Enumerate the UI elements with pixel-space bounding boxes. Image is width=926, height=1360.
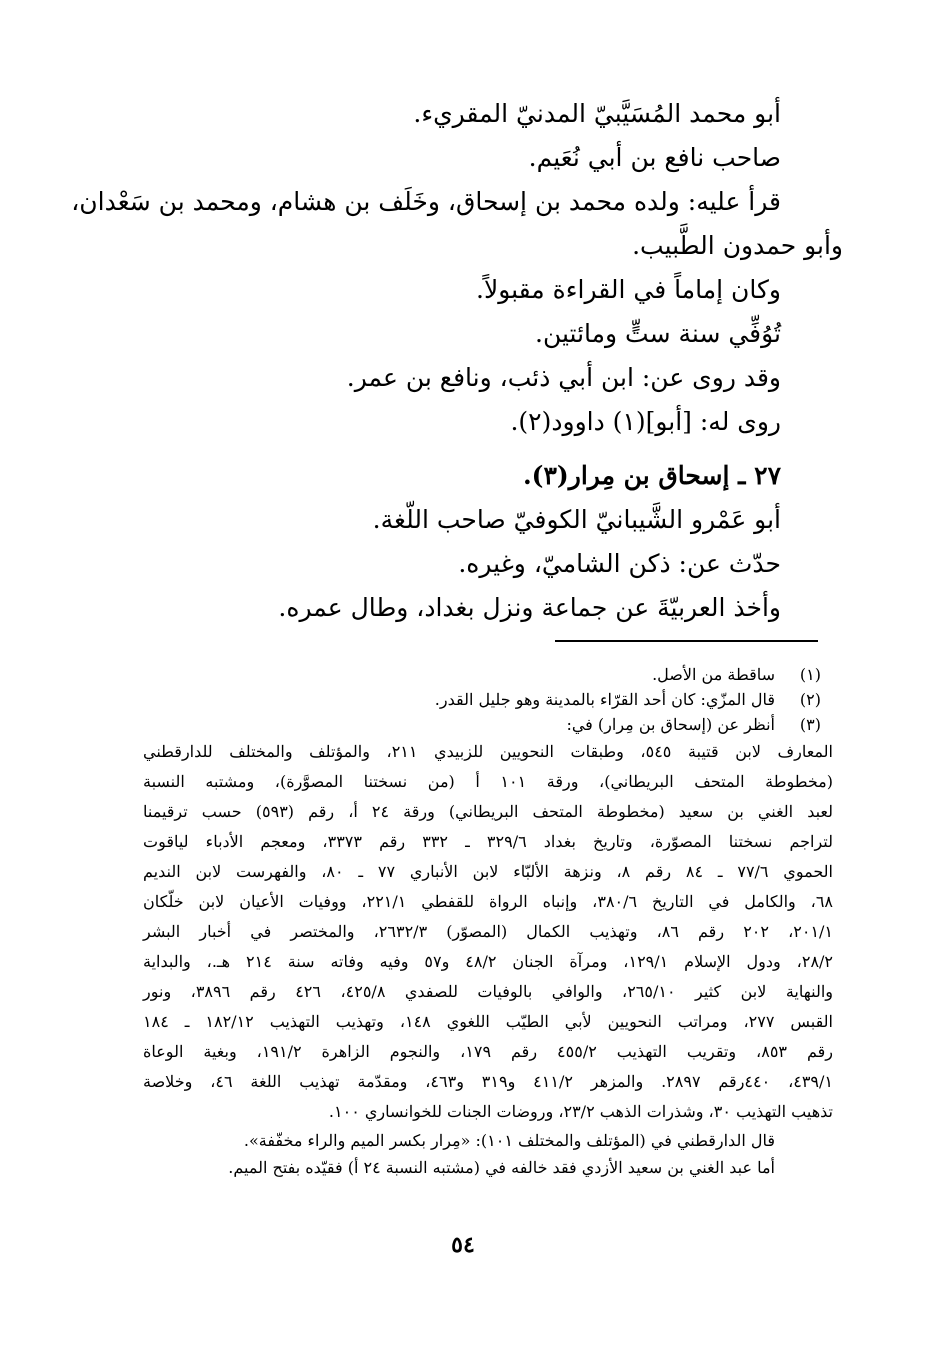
source-line: تذهيب التهذيب ٣٠، وشذرات الذهب ٢٣/٢، وروضات الجنات للخوانساري ١٠٠. bbox=[328, 1102, 833, 1121]
source-line: لعبد الغني بن سعيد (مخطوطة المتحف البريطاني) ورقة ٢٤ أ، رقم (٥٩٣) حسب ترقيمنا bbox=[143, 802, 834, 821]
text-line: صاحب نافع بن أبي نُعَيم. bbox=[528, 143, 781, 172]
footnote-divider bbox=[555, 640, 818, 642]
entry-title: ٢٧ ـ إسحاق بن مِرار(٣). bbox=[522, 461, 781, 490]
text-line: وكان إماماً في القراءة مقبولاً. bbox=[476, 275, 781, 304]
footnote-text: أنظر عن (إسحاق بن مِرار) في: bbox=[566, 715, 775, 734]
footnote-text: ساقطة من الأصل. bbox=[652, 665, 775, 684]
footnote-3-sources bbox=[143, 737, 833, 1127]
source-line: القبس ٢٧٧، ومراتب النحويين لأبي الطيّب اللغوي ١٤٨، وتهذيب التهذيب ١٨٢/١٢ ـ ١٨٤ bbox=[143, 1012, 834, 1031]
text-line: تُوُفِّي سنة ستٍّ ومائتين. bbox=[535, 319, 781, 348]
footnote-3-remark: قال الدارقطني في (المؤتلف والمختلف ١٠١): «مِرار بكسر الميم والراء مخفّفة». bbox=[243, 1131, 775, 1150]
footnote-2 bbox=[101, 687, 821, 712]
text-line: قرأ عليه: ولده محمد بن إسحاق، وخَلَف بن هشام، ومحمد بن سَعْدان، bbox=[71, 187, 781, 216]
text-line: حدّث عن: ذكن الشاميّ، وغيره. bbox=[458, 549, 781, 578]
text-line: أبو محمد المُسَيَّبيّ المدنيّ المقريء. bbox=[413, 99, 781, 128]
footnote-3 bbox=[101, 712, 821, 737]
footnote-number: (١) bbox=[799, 665, 821, 684]
source-line: والنهاية لابن كثير ٢٦٥/١٠، والوافي بالوفيات للصفدي ٤٢٥/٨، ٤٢٦ رقم ٣٨٩٦، ونور bbox=[143, 982, 834, 1001]
source-line: الحموي ٧٧/٦ ـ ٨٤ رقم ٨، ونزهة الألبّاء لابن الأنباري ٧٧ ـ ٨٠، والفهرست لابن النديم bbox=[143, 862, 833, 881]
text-line: وأبو حمدون الطَّبيب. bbox=[632, 231, 843, 260]
footnote-1 bbox=[101, 662, 821, 687]
text-line: أبو عَمْرو الشَّيبانيّ الكوفيّ صاحب اللّغة. bbox=[372, 505, 781, 534]
source-line: لتراجم نسختنا المصوّرة، وتاريخ بغداد ٣٢٩/٦ ـ ٣٣٢ رقم ٣٣٧٣، ومعجم الأدباء لياقوت bbox=[143, 832, 834, 851]
footnote-3-remark: أما عبد الغني بن سعيد الأزدي فقد خالفه في (مشتبه النسبة ٢٤ أ) فقيّده بفتح الميم. bbox=[228, 1158, 775, 1177]
footnote-number: (٣) bbox=[799, 715, 821, 734]
source-line: ٢٨/٢، ودول الإسلام ١٢٩/١، ومرآة الجنان ٤٨/٢ و٥٧ وفيه وفاته سنة ٢١٤ هـ.، والبداية bbox=[143, 952, 834, 971]
source-line: ٤٣٩/١، ٤٤٠رقم ٢٨٩٧. والمزهر ٤١١/٢ و٣١٩ و٤٦٣، ومقدّمة تهذيب اللغة ٤٦، وخلاصة bbox=[143, 1072, 833, 1091]
source-line: (مخطوطة المتحف البريطاني)، ورقة ١٠١ أ (من نسختنا المصوَّرة)، ومشتبه النسبة bbox=[143, 772, 833, 791]
footnote-number: (٢) bbox=[799, 690, 821, 709]
source-line: المعارف لابن قتيبة ٥٤٥، وطبقات النحويين للزبيدي ٢١١، والمؤتلف والمختلف للدارقطني bbox=[143, 742, 834, 761]
text-line: روى له: [أبو](١) داوود(٢). bbox=[510, 407, 781, 436]
text-line: وأخذ العربيّةَ عن جماعة ونزل بغداد، وطال عمره. bbox=[278, 593, 781, 622]
main-text bbox=[71, 92, 843, 630]
source-line: ٢٠١/١، ٢٠٢ رقم ٨٦، وتهذيب الكمال (المصوّر) ٢٦٣٢/٣، والمختصر في أخبار البشر bbox=[143, 922, 834, 941]
footnotes bbox=[101, 662, 834, 1181]
footnote-text: قال المزّي: كان أحد القرّاء بالمدينة وهو جليل القدر. bbox=[434, 690, 775, 709]
page-number: ٥٤ bbox=[451, 1232, 475, 1258]
source-line: ٦٨، والكامل في التاريخ ٣٨٠/٦، وإنباه الرواة للقفطي ٢٢١/١، ووفيات الأعيان لابن خلّكان bbox=[143, 892, 833, 911]
source-line: رقم ٨٥٣، وتقريب التهذيب ٤٥٥/٢ رقم ١٧٩، والنجوم الزاهرة ١٩١/٢، وبغية الوعاة bbox=[143, 1042, 834, 1061]
text-line: وقد روى عن: ابن أبي ذئب، ونافع بن عمر. bbox=[346, 363, 781, 392]
